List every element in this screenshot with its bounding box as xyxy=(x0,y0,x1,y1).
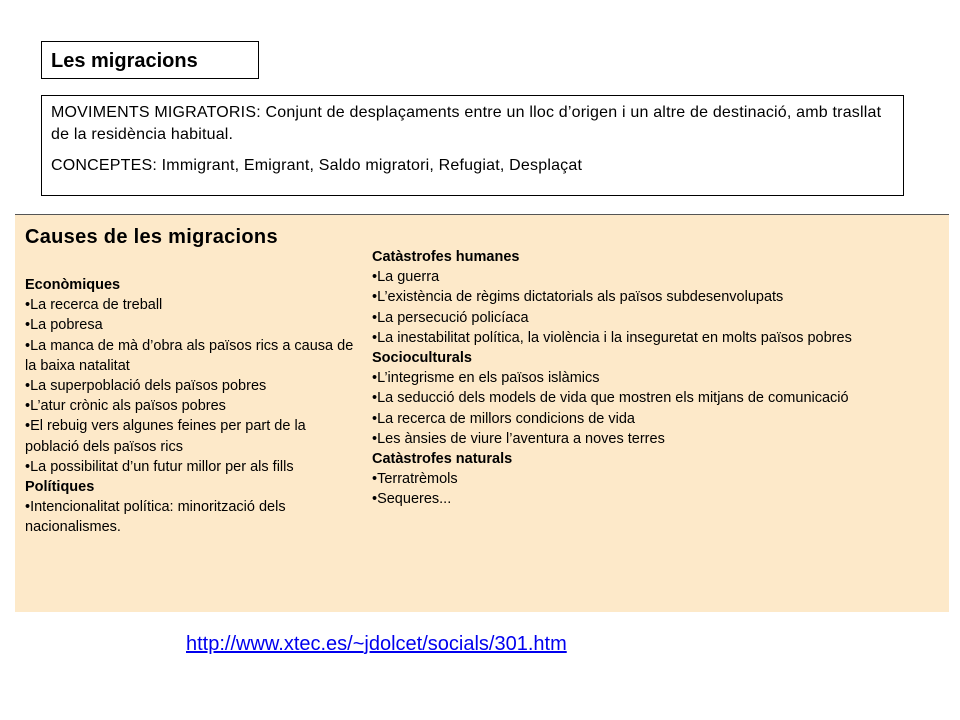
list-item: •L’integrisme en els països islàmics xyxy=(372,370,600,387)
list-item: •La inestabilitat política, la violència i la inseguretat en molts països pobres xyxy=(372,329,852,346)
causes-left-column xyxy=(25,275,360,538)
source-link[interactable]: http://www.xtec.es/~jdolcet/socials/301.htm xyxy=(186,633,567,655)
definition-text: MOVIMENTS MIGRATORIS: Conjunt de desplaçaments entre un lloc d’origen i un altre de destinació, amb trasllat de la residència habitual. xyxy=(51,104,882,143)
list-item: •La possibilitat d’un futur millor per als fills xyxy=(25,458,294,475)
list-item: •La recerca de millors condicions de vida xyxy=(372,410,635,427)
list-item: •La superpoblació dels països pobres xyxy=(25,378,267,395)
causes-title: Causes de les migracions xyxy=(25,226,278,248)
list-item: •Terratrèmols xyxy=(372,471,458,488)
list-item: •El rebuig vers algunes feines per part de la població dels països rics xyxy=(25,418,306,455)
sociocultural-heading: Socioculturals xyxy=(372,350,472,367)
list-item: •L’existència de règims dictatorials als països subdesenvolupats xyxy=(372,289,784,306)
political-heading: Polítiques xyxy=(25,479,95,496)
list-item: •La persecució policíaca xyxy=(372,309,529,326)
definition-box xyxy=(41,95,904,196)
list-item: •Intencionalitat política: minorització dels nacionalismes. xyxy=(25,499,286,536)
list-item: •La seducció dels models de vida que mostren els mitjans de comunicació xyxy=(372,390,849,407)
concepts-text: CONCEPTES: Immigrant, Emigrant, Saldo migratori, Refugiat, Desplaçat xyxy=(51,157,583,174)
list-item: •La pobresa xyxy=(25,317,103,334)
list-item: •L’atur crònic als països pobres xyxy=(25,398,226,415)
list-item: •La guerra xyxy=(372,269,440,286)
list-item: •La manca de mà d’obra als països rics a causa de la baixa natalitat xyxy=(25,337,354,374)
list-item: •Sequeres... xyxy=(372,491,452,508)
natural-catastrophes-heading: Catàstrofes naturals xyxy=(372,451,513,468)
causes-right-column xyxy=(372,247,942,510)
page-title: Les migracions xyxy=(41,41,259,79)
human-catastrophes-heading: Catàstrofes humanes xyxy=(372,249,520,265)
causes-panel xyxy=(15,214,949,612)
economic-heading: Econòmiques xyxy=(25,277,121,293)
list-item: •La recerca de treball xyxy=(25,297,163,314)
list-item: •Les ànsies de viure l’aventura a noves terres xyxy=(372,430,665,447)
